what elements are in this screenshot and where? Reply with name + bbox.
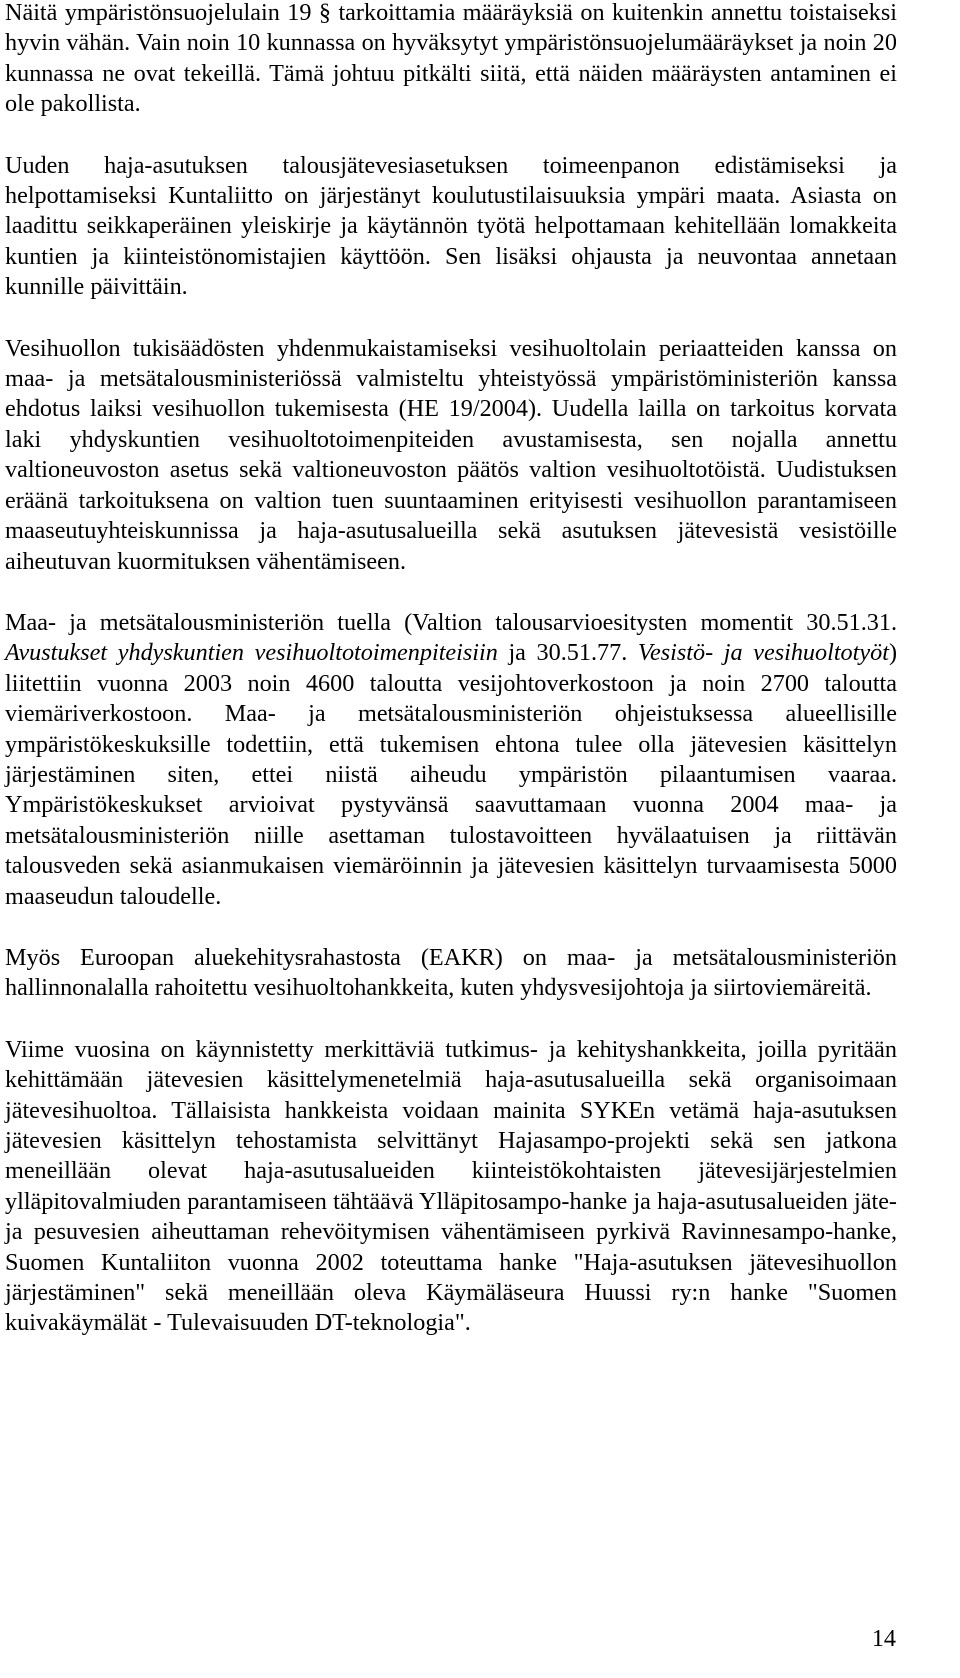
funding-text-part-3: ) liitettiin vuonna 2003 noin 4600 taloutta vesijohtoverkostoon ja noin 2700 taloutta viemäriverkostoon. Maa- ja metsätalousministeriön ohjeistuksessa alueellisille ympäristökeskuksille todettiin, että tukemisen ehtona tulee olla jätevesien käsittelyn järjestäminen siten, ettei niistä aiheudu ympäristön pilaantumisen vaaraa. Ympäristökeskukset arvioivat pystyvänsä saavuttamaan vuonna 2004 maa- ja metsätalousministeriön niille asettaman tulostavoitteen hyvälaatuisen ja riittävän talousveden sekä asianmukaisen viemäröinnin ja jätevesien käsittelyn turvaamisesta 5000 maaseudun taloudelle. bbox=[5, 639, 897, 910]
paragraph-eakr-funding: Myös Euroopan aluekehitysrahastosta (EAKR) on maa- ja metsätalousministeriön hallinnonalalla rahoitettu vesihuoltohankkeita, kuten yhdysvesijohtoja ja siirtoviemäreitä. bbox=[5, 943, 897, 1002]
page-number: 14 bbox=[871, 1625, 896, 1652]
funding-text-part-2: ja 30.51.77. bbox=[497, 639, 638, 667]
paragraph-kuntaliitto-training: Uuden haja-asutuksen talousjätevesiasetuksen toimeenpanon edistämiseksi ja helpottamiseksi Kuntaliitto on järjestänyt koulutustilaisuuksia ympäri maata. Asiasta on laadittu seikkaperäinen yleiskirje ja käytännön työtä helpottamaan kehitellään lomakkeita kuntien ja kiinteistönomistajien käyttöön. Sen lisäksi ohjausta ja neuvontaa annetaan kunnille päivittäin. bbox=[5, 151, 897, 301]
paragraph-research-projects: Viime vuosina on käynnistetty merkittäviä tutkimus- ja kehityshankkeita, joilla pyritään kehittämään jätevesien käsittelymenetelmiä haja-asutusalueilla sekä organisoimaan jätevesihuoltoa. Tällaisista hankkeista voidaan mainita SYKEn vetämä haja-asutuksen jätevesien käsittelyn tehostamista selvittänyt Hajasampo-projekti sekä sen jatkona meneillään olevat haja-asutusalueiden kiinteistökohtaisten jätevesijärjestelmien ylläpitovalmiuden parantamiseen tähtäävä Ylläpitosampo-hanke ja haja-asutusalueiden jäte- ja pesuvesien aiheuttaman rehevöitymisen vähentämiseen pyrkivä Ravinnesampo-hanke, Suomen Kuntaliiton vuonna 2002 toteuttama hanke "Haja-asutuksen jätevesihuollon järjestäminen" sekä meneillään oleva Käymäläseura Huussi ry:n hanke "Suomen kuivakäymälät - Tulevaisuuden DT-teknologia". bbox=[5, 1035, 897, 1337]
paragraph-environmental-regulations: Näitä ympäristönsuojelulain 19 § tarkoittamia määräyksiä on kuitenkin annettu toistaiseksi hyvin vähän. Vain noin 10 kunnassa on hyväksytyt ympäristönsuojelumääräykset ja noin 20 kunnassa ne ovat tekeillä. Tämä johtuu pitkälti siitä, että näiden määräysten antaminen ei ole pakollista. bbox=[5, 0, 897, 118]
funding-text-part-1: Maa- ja metsätalousministeriön tuella (Valtion talousarvioesitysten momentit 30.51.31. bbox=[5, 608, 897, 636]
funding-moment-title-1: Avustukset yhdyskuntien vesihuoltotoimenpiteisiin bbox=[5, 639, 498, 667]
funding-moment-title-2: Vesistö- ja vesihuoltotyöt bbox=[637, 639, 889, 667]
document-page bbox=[5, 0, 897, 1339]
paragraph-water-supply-legislation: Vesihuollon tukisäädösten yhdenmukaistamiseksi vesihuoltolain periaatteiden kanssa on maa- ja metsätalousministeriössä valmisteltu yhteistyössä ympäristöministeriön kanssa ehdotus laiksi vesihuollon tukemisesta (HE 19/2004). Uudella lailla on tarkoitus korvata laki yhdyskuntien vesihuoltotoimenpiteiden avustamisesta, sen nojalla annettu valtioneuvoston asetus sekä valtioneuvoston päätös valtion vesihuoltotöistä. Uudistuksen eräänä tarkoituksena on valtion tuen suuntaaminen erityisesti vesihuollon parantamiseen maaseutuyhteiskunnissa ja haja-asutusalueilla sekä asutuksen jätevesistä vesistöille aiheutuvan kuormituksen vähentämiseen. bbox=[5, 334, 897, 575]
paragraph-ministry-funding bbox=[5, 608, 897, 912]
